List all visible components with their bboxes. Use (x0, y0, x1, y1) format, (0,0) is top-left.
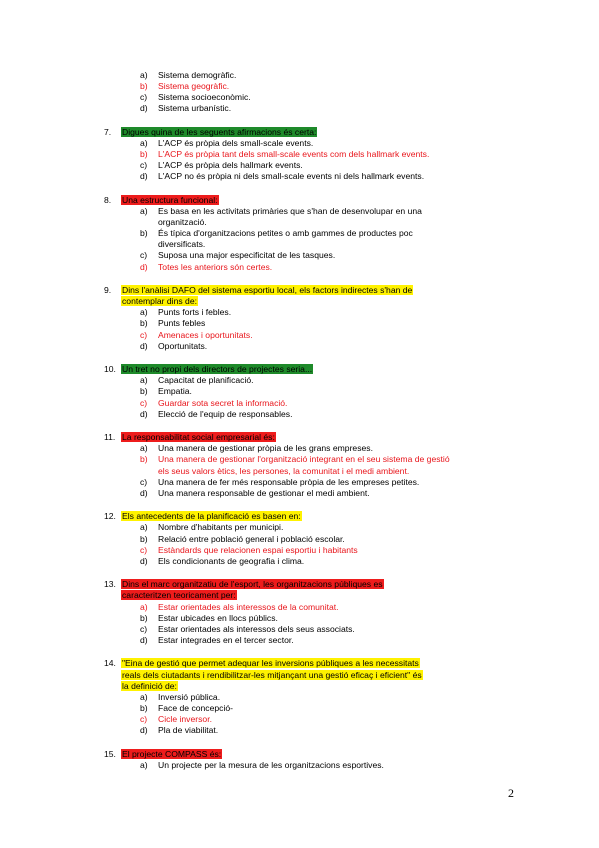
option-letter: c) (140, 397, 148, 408)
option-letter: c) (140, 160, 148, 171)
option-text: Nombre d'habitants per municipi. (158, 522, 284, 533)
option-letter: b) (140, 533, 148, 544)
option-letter: a) (140, 70, 148, 80)
correct-option-text: Estàndards que relacionen espai esportiu i habitants (158, 544, 358, 555)
option-text: Empatia. (158, 386, 192, 397)
option-letter: b) (140, 228, 148, 239)
question-number: 8. (104, 194, 112, 205)
correct-option-text: Amenaces i oportunitats. (158, 329, 253, 340)
option-letter: a) (140, 206, 148, 216)
option-text: L'ACP no és pròpia ni dels small-scale events ni dels hallmark events. (158, 171, 425, 182)
option-text: Face de concepció- (158, 702, 233, 713)
question-text: Un tret no propi dels directors de projectes seria... (122, 364, 313, 375)
option-letter: c) (140, 476, 148, 487)
option-text: Sistema socioeconòmic. (158, 92, 251, 103)
option-letter: c) (140, 623, 148, 634)
option-text: Es basa en les activitats primàries que s'han de desenvolupar en una (158, 206, 422, 216)
option-letter: b) (140, 386, 148, 397)
option-letter: b) (140, 149, 148, 160)
option-letter: c) (140, 544, 148, 555)
option-letter: a) (140, 691, 148, 702)
question-number: 9. (104, 285, 112, 296)
option-text: Pla de viabilitat. (158, 725, 219, 735)
option-letter: b) (140, 612, 148, 623)
option-text: Els condicionants de geografia i clima. (158, 555, 305, 566)
option-text: Punts febles (158, 318, 206, 329)
page-number: 2 (508, 786, 514, 800)
correct-option-text: Sistema geogràfic. (158, 81, 230, 92)
correct-option-text: els seus valors ètics, les persones, la comunitat i el medi ambient. (158, 465, 410, 476)
option-letter: d) (140, 487, 148, 498)
option-text: Capacitat de planificació. (158, 375, 254, 386)
option-text: Sistema urbanístic. (158, 103, 232, 114)
option-text: Punts forts i febles. (158, 307, 232, 318)
option-text: L'ACP és pròpia dels small-scale events. (158, 138, 314, 148)
option-letter: d) (140, 103, 148, 114)
option-letter: c) (140, 92, 148, 103)
correct-option-text: Guardar sota secret la informació. (158, 397, 288, 408)
option-text: Estar ubicades en llocs públics. (158, 612, 278, 623)
option-text: L'ACP és pròpia dels hallmark events. (158, 160, 303, 171)
correct-option-text: Cicle inversor. (158, 713, 212, 724)
question-text: Una estructura funcional: (122, 194, 218, 205)
option-text: Una manera de gestionar pròpia de les grans empreses. (158, 443, 373, 454)
option-letter: a) (140, 375, 148, 386)
question-text: Digues quina de les seguents afirmacions és certa: (122, 126, 317, 137)
option-text: Una manera de fer més responsable pròpia de les empreses petites. (158, 476, 420, 487)
question-text: Dins el marc organitzatiu de l'esport, les organitzacions públiques es (122, 579, 383, 590)
option-letter: d) (140, 725, 148, 735)
question-number: 15. (104, 748, 116, 759)
option-letter: a) (140, 138, 148, 148)
question-number: 13. (104, 579, 116, 590)
option-letter: a) (140, 601, 148, 612)
option-letter: a) (140, 307, 148, 318)
correct-option-text: Una manera de gestionar l'organització integrant en el seu sistema de gestió (158, 454, 450, 465)
correct-option-text: Totes les anteriors són certes. (158, 261, 273, 272)
question-text: El projecte COMPASS és: (122, 748, 222, 759)
option-letter: d) (140, 171, 148, 182)
option-text: Estar orientades als interessos dels seus associats. (158, 623, 355, 634)
option-letter: d) (140, 634, 148, 645)
option-letter: b) (140, 454, 148, 465)
option-letter: c) (140, 713, 148, 724)
option-letter: d) (140, 261, 148, 272)
option-text: diversificats. (158, 239, 206, 250)
option-letter: d) (140, 340, 148, 351)
option-letter: b) (140, 81, 148, 92)
option-text: organització. (158, 217, 207, 228)
question-text: La responsabilitat social empresarial és: (122, 432, 275, 443)
question-number: 10. (104, 364, 116, 375)
option-letter: d) (140, 408, 148, 419)
option-letter: d) (140, 555, 148, 566)
question-text: contemplar dins de: (122, 296, 197, 307)
option-letter: c) (140, 250, 148, 261)
question-text: caracteritzen teoricament per: (122, 590, 236, 601)
option-text: Un projecte per la mesura de les organitzacions esportives. (158, 759, 384, 770)
option-text: Relació entre població general i població escolar. (158, 533, 345, 544)
question-text: "Eina de gestió que permet adequar les inversions públiques a les necessitats (122, 658, 419, 669)
option-text: Inversió pública. (158, 691, 221, 702)
question-text: Dins l'anàlisi DAFO del sistema esportiu local, els factors indirectes s'han de (122, 285, 413, 296)
question-text: Els antecedents de la planificació es basen en: (122, 511, 301, 522)
question-number: 11. (104, 432, 116, 443)
option-text: Estar integrades en el tercer sector. (158, 634, 294, 645)
option-text: Elecció de l'equip de responsables. (158, 408, 293, 419)
option-text: Una manera responsable de gestionar el medi ambient. (158, 487, 370, 498)
option-letter: a) (140, 443, 148, 454)
option-letter: b) (140, 702, 148, 713)
option-text: Sistema demogràfic. (158, 70, 237, 80)
correct-option-text: L'ACP és pròpia tant dels small-scale events com dels hallmark events. (158, 149, 430, 160)
question-text: reals dels ciutadants i rendibilitzar-les mitjançant una gestió eficaç i eficient" és (122, 669, 422, 680)
option-letter: b) (140, 318, 148, 329)
question-text: la definició de: (122, 680, 177, 691)
question-number: 12. (104, 511, 116, 522)
option-text: Oportunitats. (158, 340, 208, 351)
option-letter: a) (140, 759, 148, 770)
option-letter: a) (140, 522, 148, 533)
option-text: Suposa una major especificitat de les tasques. (158, 250, 336, 261)
question-number: 7. (104, 126, 112, 137)
correct-option-text: Estar orientades als interessos de la comunitat. (158, 601, 339, 612)
option-letter: c) (140, 329, 148, 340)
option-text: És típica d'organitzacions petites o amb gammes de productes poc (158, 228, 413, 239)
question-number: 14. (104, 658, 116, 669)
